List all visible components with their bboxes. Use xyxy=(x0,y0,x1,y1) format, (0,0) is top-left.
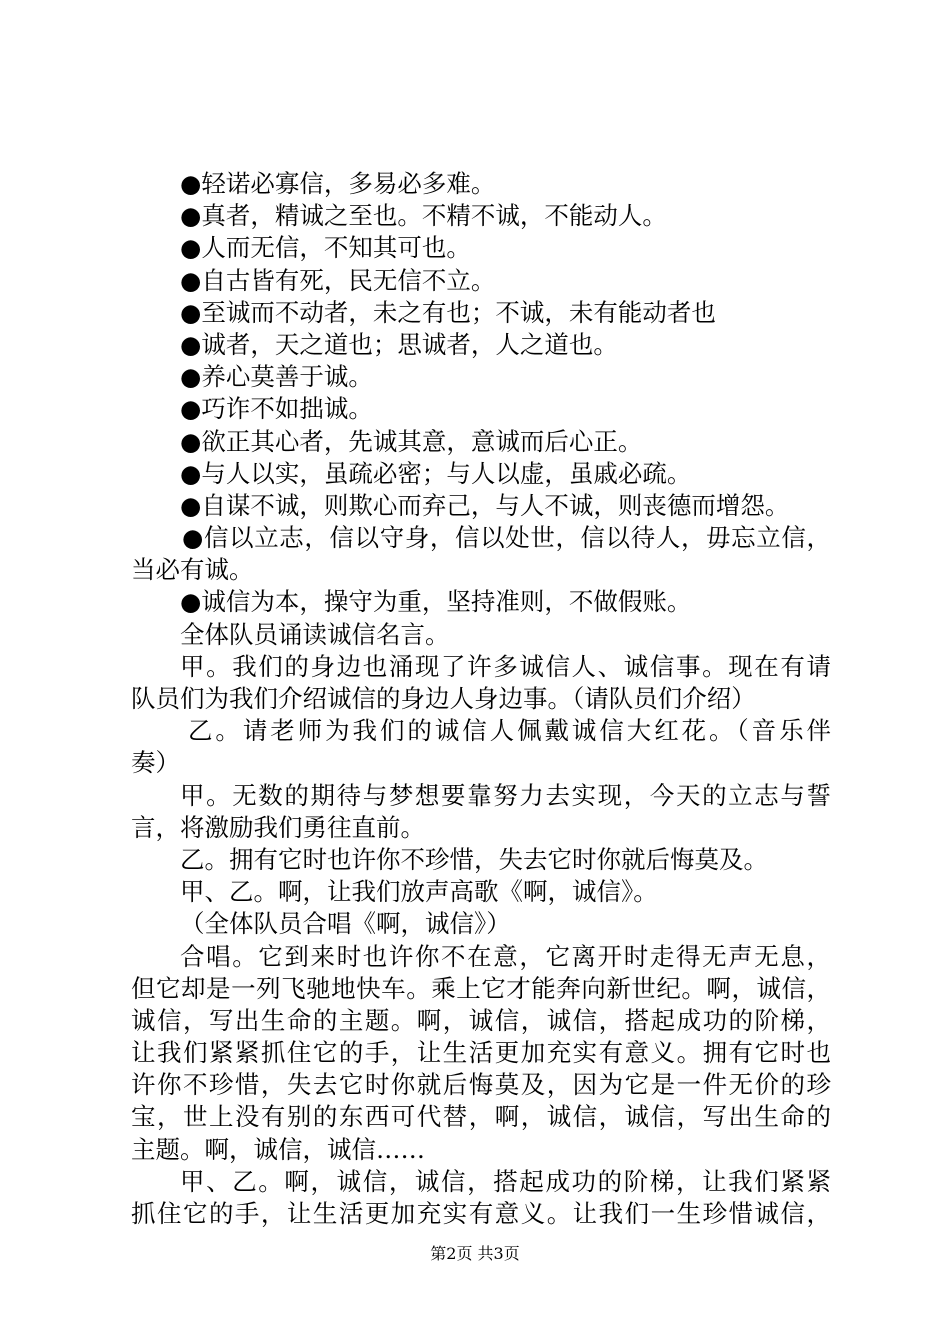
text-line: ●至诚而不动者，未之有也；不诚，未有能动者也 xyxy=(180,297,716,327)
text-line: 奏） xyxy=(131,748,180,778)
text-line: 诚信，写出生命的主题。啊，诚信，诚信，搭起成功的阶梯， xyxy=(131,1005,831,1035)
text-line: ●养心莫善于诚。 xyxy=(180,362,373,392)
text-line: 合唱。它到来时也许你不在意，它离开时走得无声无息， xyxy=(180,941,831,971)
text-line: 乙。拥有它时也许你不珍惜，失去它时你就后悔莫及。 xyxy=(180,844,768,874)
text-line: ●巧诈不如拙诚。 xyxy=(180,394,373,424)
text-line: ●信以立志，信以守身，信以处世，信以待人，毋忘立信， xyxy=(182,523,831,553)
text-line: 甲、乙。啊，让我们放声高歌《啊，诚信》。 xyxy=(180,877,658,907)
text-line: ●人而无信，不知其可也。 xyxy=(180,233,471,263)
text-line: ●诚者，天之道也；思诚者，人之道也。 xyxy=(180,329,618,359)
text-line: 言，将激励我们勇往直前。 xyxy=(131,812,425,842)
text-line: ●自古皆有死，民无信不立。 xyxy=(180,265,496,295)
text-line: 让我们紧紧抓住它的手，让生活更加充实有意义。拥有它时也 xyxy=(131,1038,831,1068)
text-line: 甲、乙。啊，诚信，诚信，搭起成功的阶梯，让我们紧紧 xyxy=(180,1166,831,1196)
text-line: ●与人以实，虽疏必密；与人以虚，虽戚必疏。 xyxy=(180,458,692,488)
text-line: ●真者，精诚之至也。不精不诚，不能动人。 xyxy=(180,201,667,231)
text-line: 全体队员诵读诚信名言。 xyxy=(180,619,450,649)
text-line: ●轻诺必寡信，多易必多难。 xyxy=(180,169,496,198)
text-line: 甲。我们的身边也涌现了许多诚信人、诚信事。现在有请 xyxy=(180,651,831,681)
text-line: 当必有诚。 xyxy=(131,555,254,585)
text-line: 乙。请老师为我们的诚信人佩戴诚信大红花。（音乐伴 xyxy=(188,716,831,746)
text-line: 许你不珍惜，失去它时你就后悔莫及，因为它是一件无价的珍 xyxy=(131,1070,831,1100)
text-line: 甲。无数的期待与梦想要靠努力去实现，今天的立志与誓 xyxy=(180,780,831,810)
text-line: 队员们为我们介绍诚信的身边人身边事。（请队员们介绍） xyxy=(131,684,756,713)
text-line: 主题。啊，诚信，诚信…… xyxy=(131,1134,425,1164)
text-line: 宝，世上没有别的东西可代替，啊，诚信，诚信，写出生命的 xyxy=(131,1102,831,1132)
text-line: 但它却是一列飞驰地快车。乘上它才能奔向新世纪。啊，诚信， xyxy=(131,973,831,1003)
text-line: ●诚信为本，操守为重，坚持准则，不做假账。 xyxy=(180,587,692,617)
text-line: （全体队员合唱《啊，诚信》） xyxy=(180,909,511,939)
page-footer: 第2页 共3页 xyxy=(430,1244,520,1263)
text-line: ●欲正其心者，先诚其意，意诚而后心正。 xyxy=(180,426,643,456)
text-line: 抓住它的手，让生活更加充实有意义。让我们一生珍惜诚信， xyxy=(131,1199,831,1228)
document-body xyxy=(131,168,831,1230)
text-line: ●自谋不诚，则欺心而弃己，与人不诚，则丧德而增怨。 xyxy=(180,490,790,520)
